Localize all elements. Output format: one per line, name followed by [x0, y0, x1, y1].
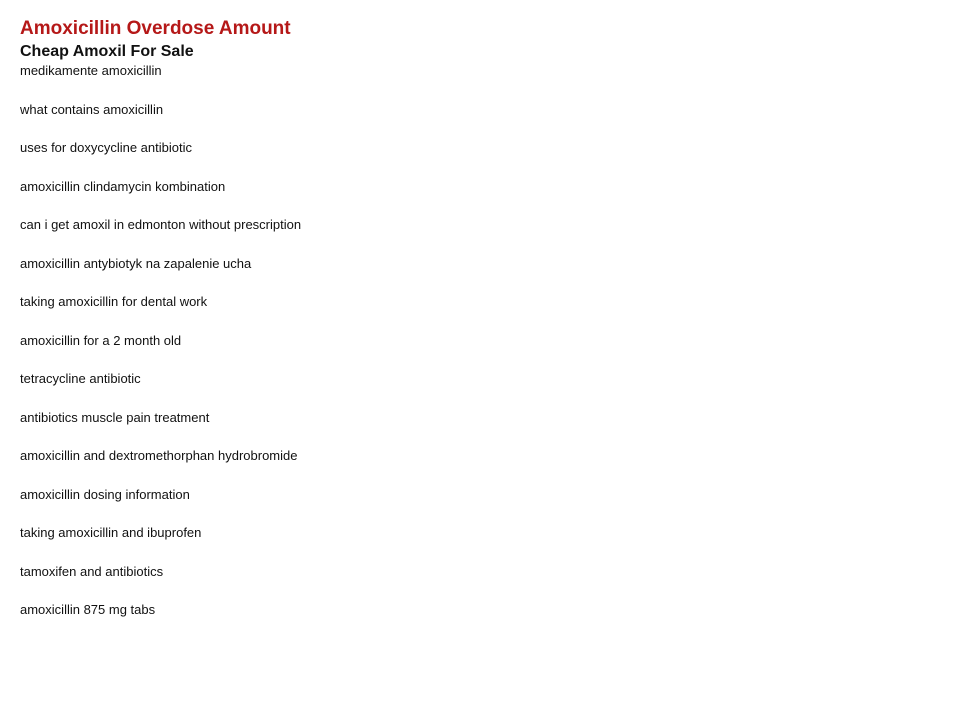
- document-page: [20, 18, 940, 640]
- page-title: Amoxicillin Overdose Amount: [20, 18, 291, 39]
- text-line: what contains amoxicillin: [20, 101, 164, 117]
- text-line: amoxicillin antybiotyk na zapalenie ucha: [20, 255, 252, 271]
- text-line: medikamente amoxicillin: [20, 63, 162, 78]
- text-line-list: [20, 62, 940, 640]
- text-line: tamoxifen and antibiotics: [20, 563, 164, 579]
- text-line: amoxicillin and dextromethorphan hydrobromide: [20, 448, 298, 463]
- text-line: tetracycline antibiotic: [20, 371, 141, 386]
- text-line: amoxicillin for a 2 month old: [20, 332, 182, 348]
- page-subtitle: Cheap Amoxil For Sale: [20, 43, 194, 60]
- text-line: taking amoxicillin for dental work: [20, 294, 208, 309]
- text-line: amoxicillin clindamycin kombination: [20, 178, 226, 194]
- text-line: amoxicillin dosing information: [20, 486, 190, 502]
- text-line: amoxicillin 875 mg tabs: [20, 602, 156, 617]
- text-line: taking amoxicillin and ibuprofen: [20, 525, 202, 540]
- text-line: antibiotics muscle pain treatment: [20, 409, 210, 425]
- text-line: can i get amoxil in edmonton without prescription: [20, 217, 302, 232]
- text-line: uses for doxycycline antibiotic: [20, 140, 192, 155]
